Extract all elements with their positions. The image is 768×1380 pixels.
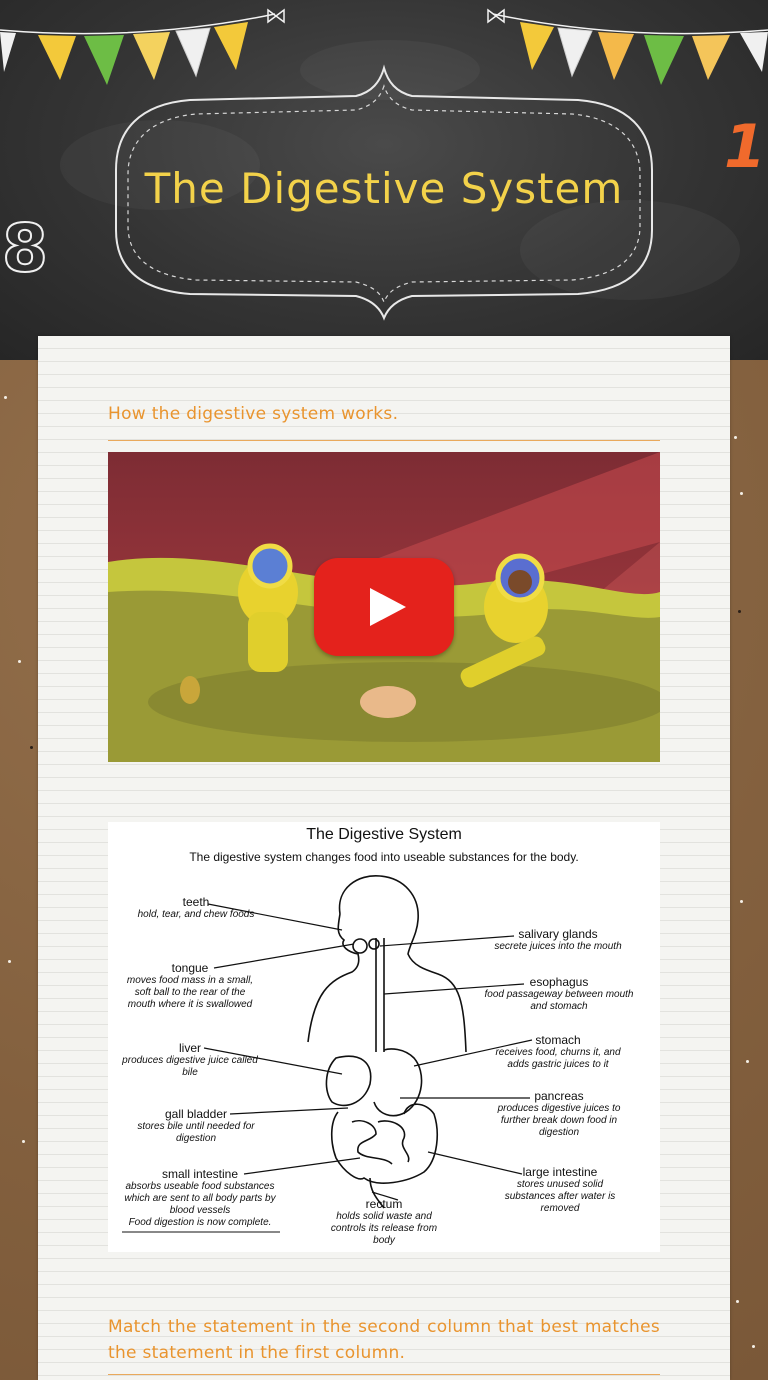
instruction-underline bbox=[108, 1374, 660, 1375]
play-icon bbox=[370, 588, 406, 626]
match-instruction: Match the statement in the second column that best matches the statement in the first column. bbox=[108, 1317, 660, 1363]
label-esophagus: esophagus food passageway between mouth and stomach bbox=[484, 975, 634, 1012]
label-pancreas: pancreas produces digestive juices to further break down food in digestion bbox=[497, 1089, 621, 1138]
label-small-intestine: small intestine absorbs useable food substances which are sent to all body parts by blood vessels Food digestion is now complete. bbox=[114, 1168, 286, 1229]
label-rectum: rectum holds solid waste and controls its release from body bbox=[330, 1197, 438, 1246]
play-button[interactable] bbox=[314, 558, 454, 656]
page-title: The Digestive System bbox=[144, 164, 624, 213]
decorative-number-8: 8 bbox=[2, 210, 48, 287]
label-tongue: tongue moves food mass in a small, soft ball to the rear of the mouth where it is swallowed bbox=[126, 961, 254, 1010]
diagram-title: The Digestive System bbox=[306, 826, 462, 843]
video-player[interactable] bbox=[108, 452, 660, 762]
label-teeth: teeth hold, tear, and chew foods bbox=[137, 895, 255, 920]
section-heading: How the digestive system works. bbox=[108, 404, 399, 424]
label-liver: liver produces digestive juice called bile bbox=[122, 1041, 258, 1078]
chalkboard-header bbox=[0, 0, 768, 360]
label-large-intestine: large intestine stores unused solid substances after water is removed bbox=[504, 1165, 616, 1214]
label-salivary-glands: salivary glands secrete juices into the mouth bbox=[494, 927, 622, 952]
label-stomach: stomach receives food, churns it, and adds gastric juices to it bbox=[495, 1033, 621, 1070]
diagram-footnote: Food digestion is now complete. bbox=[128, 1217, 272, 1228]
label-gall-bladder: gall bladder stores bile until needed for digestion bbox=[137, 1107, 255, 1144]
heading-underline bbox=[108, 440, 660, 441]
digestive-system-diagram bbox=[108, 822, 660, 1252]
decorative-number-1: 1 bbox=[724, 112, 766, 182]
diagram-subtitle: The digestive system changes food into useable substances for the body. bbox=[189, 850, 579, 864]
